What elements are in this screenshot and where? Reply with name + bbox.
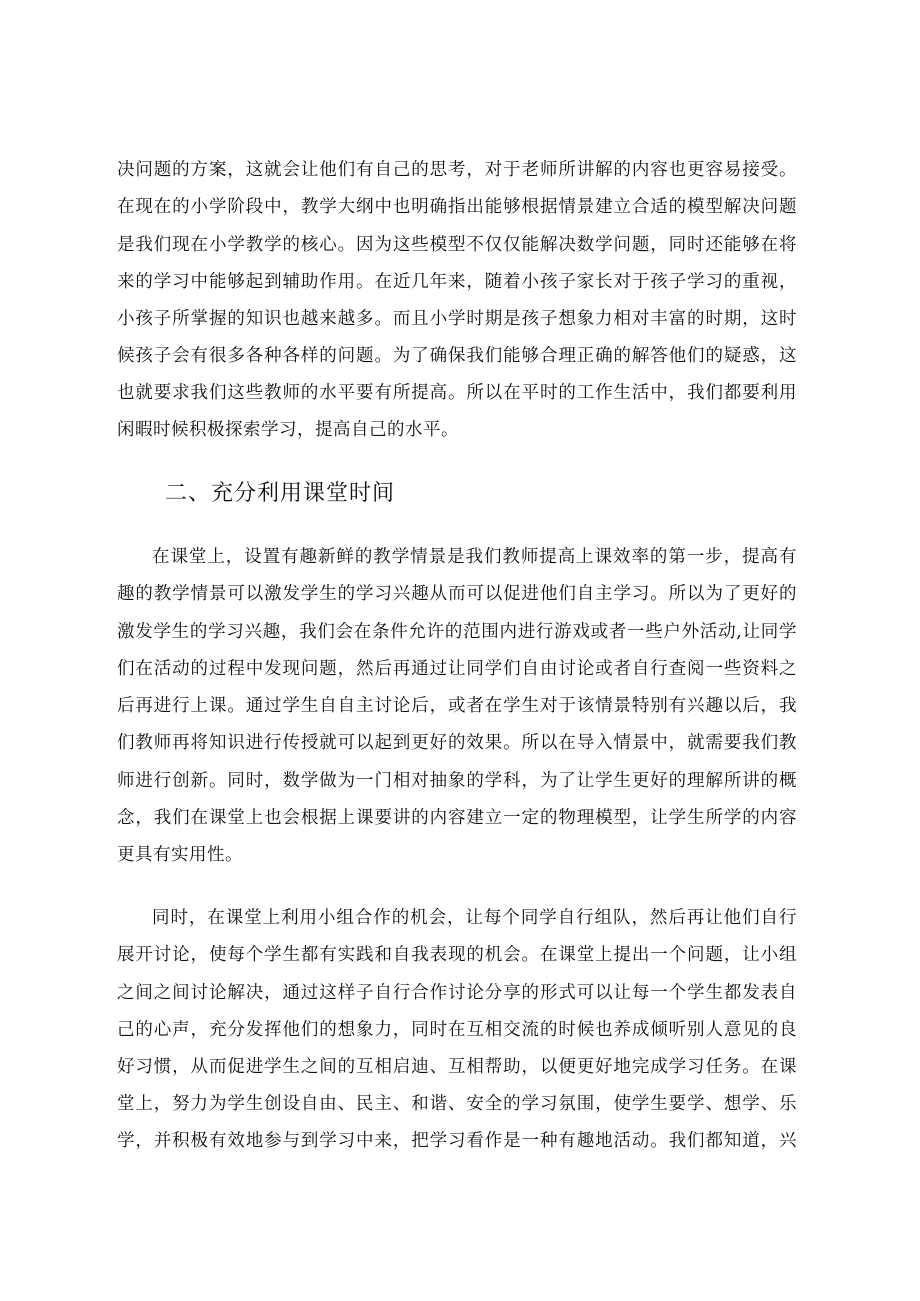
paragraph-3-line-3: 之间之间讨论解决，通过这样子自行合作讨论分享的形式可以让每一个学生都发表自 [117, 983, 797, 1003]
paragraph-2-line-6: 们教师再将知识进行传授就可以起到更好的效果。所以在导入情景中，就需要我们教 [117, 733, 797, 753]
paragraph-3-line-7: 学，并积极有效地参与到学习中来，把学习看作是一种有趣地活动。我们都知道，兴 [117, 1131, 797, 1151]
paragraph-2-line-5: 后再进行上课。通过学生自自主讨论后，或者在学生对于该情景特别有兴趣以后，我 [117, 696, 797, 716]
paragraph-1-line-1: 决问题的方案，这就会让他们有自己的思考，对于老师所讲解的内容也更容易接受。 [117, 160, 797, 180]
paragraph-2-line-7: 师进行创新。同时，数学做为一门相对抽象的学科，为了让学生更好的理解所讲的概 [117, 771, 797, 791]
paragraph-1-line-7: 也就要求我们这些教师的水平要有所提高。所以在平时的工作生活中，我们都要利用 [117, 383, 797, 403]
paragraph-2-line-8: 念，我们在课堂上也会根据上课要讲的内容建立一定的物理模型，让学生所学的内容 [117, 808, 797, 828]
paragraph-3-line-4: 己的心声，充分发挥他们的想象力，同时在互相交流的时候也养成倾听别人意见的良 [117, 1020, 797, 1040]
paragraph-1-line-8: 闲暇时候积极探索学习，提高自己的水平。 [117, 420, 459, 440]
paragraph-2-line-3: 激发学生的学习兴趣，我们会在条件允许的范围内进行游戏或者一些户外活动,让同学 [117, 622, 797, 642]
section-heading: 二、充分利用课堂时间 [165, 481, 396, 506]
paragraph-3-line-1: 同时，在课堂上利用小组合作的机会，让每个同学自行组队，然后再让他们自行 [152, 908, 797, 928]
paragraph-3-line-5: 好习惯，从而促进学生之间的互相启迪、互相帮助，以便更好地完成学习任务。在课 [117, 1057, 797, 1077]
paragraph-2-line-1: 在课堂上，设置有趣新鲜的教学情景是我们教师提高上课效率的第一步，提高有 [152, 547, 797, 567]
paragraph-1-line-3: 是我们现在小学教学的核心。因为这些模型不仅仅能解决数学问题，同时还能够在将 [117, 235, 797, 255]
paragraph-2-line-9: 更具有实用性。 [117, 845, 243, 865]
paragraph-1-line-6: 候孩子会有很多各种各样的问题。为了确保我们能够合理正确的解答他们的疑惑，这 [117, 346, 797, 366]
paragraph-1-line-4: 来的学习中能够起到辅助作用。在近几年来，随着小孩子家长对于孩子学习的重视， [117, 272, 797, 292]
paragraph-3-line-6: 堂上，努力为学生创设自由、民主、和谐、安全的学习氛围，使学生要学、想学、乐 [117, 1094, 797, 1114]
paragraph-1-line-2: 在现在的小学阶段中，教学大纲中也明确指出能够根据情景建立合适的模型解决问题 [117, 197, 797, 217]
paragraph-2-line-4: 们在活动的过程中发现问题，然后再通过让同学们自由讨论或者自行查阅一些资料之 [117, 659, 797, 679]
paragraph-2-line-2: 趣的教学情景可以激发学生的学习兴趣从而可以促进他们自主学习。所以为了更好的 [117, 584, 797, 604]
paragraph-1-line-5: 小孩子所掌握的知识也越来越多。而且小学时期是孩子想象力相对丰富的时期，这时 [117, 309, 797, 329]
paragraph-3-line-2: 展开讨论，使每个学生都有实践和自我表现的机会。在课堂上提出一个问题，让小组 [117, 945, 797, 965]
